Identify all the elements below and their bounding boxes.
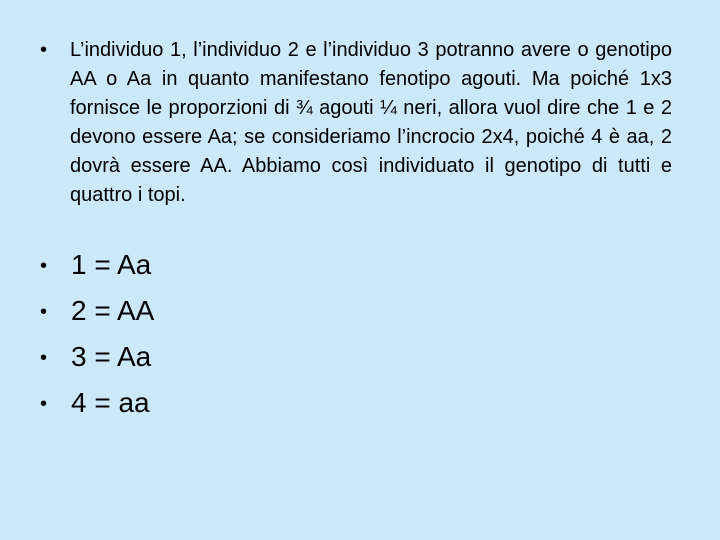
genotype-text: 1 = Aa <box>71 249 152 280</box>
explanation-paragraph <box>40 36 672 210</box>
bullet-icon: • <box>40 347 48 369</box>
genotype-text: 4 = aa <box>71 387 150 418</box>
genotype-text: 3 = Aa <box>71 341 152 372</box>
bullet-icon: • <box>40 393 48 415</box>
bullet-icon: • <box>40 39 48 61</box>
genotype-text: 2 = AA <box>71 295 155 326</box>
bullet-icon: • <box>40 255 48 277</box>
bullet-icon: • <box>40 301 48 323</box>
explanation-text: L’individuo 1, l’individuo 2 e l’individuo 3 potranno avere o genotipo AA o Aa in quanto manifestano fenotipo agouti. Ma poiché 1x3 fornisce le proporzioni di ¾ agouti ¼ neri, allora vuol dire che 1 e 2 devono essere Aa; se consideriamo l’incrocio 2x4, poiché 4 è aa, 2 dovrà essere AA. Abbiamo così individuato il genotipo di tutti e quattro i topi. <box>70 39 672 206</box>
